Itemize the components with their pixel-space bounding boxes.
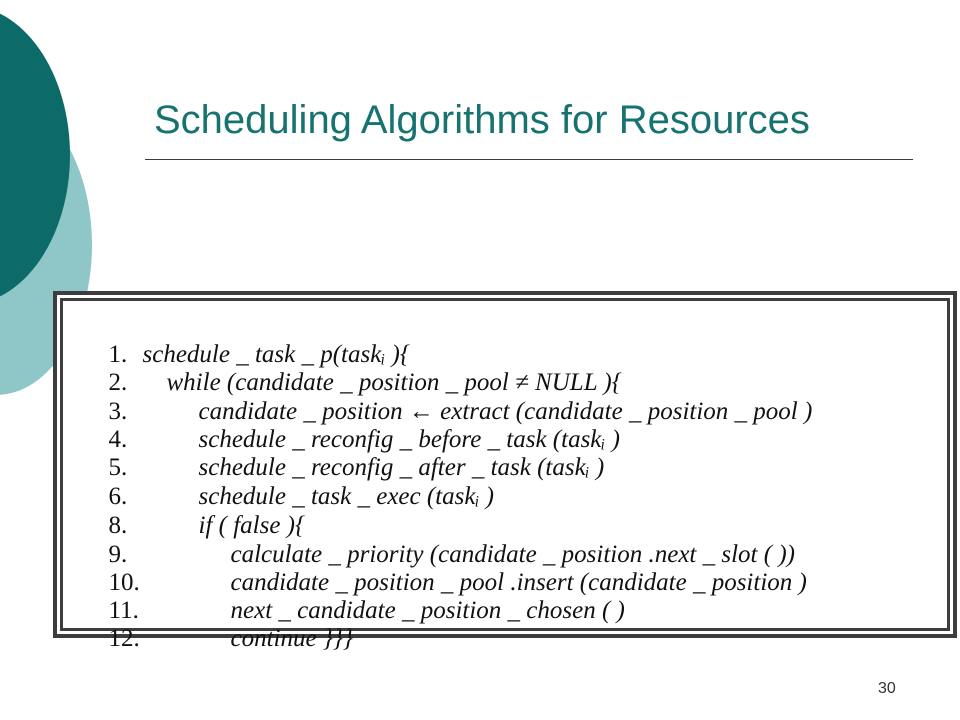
code-line	[71, 455, 494, 510]
slide-title: Scheduling Algorithms for Resources	[154, 98, 810, 142]
code-line	[71, 313, 410, 368]
line-number: 3.	[108, 398, 128, 425]
code-line	[71, 426, 605, 481]
line-text: schedule _ task _ exec (taskᵢ )	[198, 483, 494, 510]
code-line	[71, 569, 625, 624]
code-line	[71, 341, 622, 396]
line-text: while (candidate _ position _ pool ≠ NULL ){	[166, 369, 622, 396]
line-number: 4.	[108, 426, 128, 453]
line-text: candidate _ position ← extract (candidate _ position _ pool )	[198, 398, 813, 425]
line-text: candidate _ position _ pool .insert (candidate _ position )	[230, 569, 807, 596]
code-line	[71, 541, 807, 596]
line-number: 9.	[108, 541, 128, 568]
algorithm-code-frame	[60, 298, 950, 652]
page-number: 30	[878, 680, 896, 697]
code-line	[71, 370, 813, 425]
line-text: continue }}}	[230, 625, 353, 652]
line-number: 8.	[108, 512, 128, 539]
code-line	[71, 597, 353, 652]
line-text: next _ candidate _ position _ chosen ( )	[230, 597, 625, 624]
line-text: schedule _ task _ p(taskᵢ ){	[142, 341, 410, 368]
line-number: 5.	[108, 454, 128, 481]
line-text: schedule _ reconfig _ after _ task (taskᵢ )	[198, 454, 605, 481]
code-line	[71, 484, 306, 539]
line-text: if ( false ){	[198, 512, 306, 539]
line-number: 12.	[108, 625, 140, 652]
line-number: 6.	[108, 483, 128, 510]
line-number: 11.	[108, 597, 139, 624]
line-number: 2.	[108, 369, 128, 396]
title-divider	[145, 159, 913, 160]
code-line	[71, 513, 795, 568]
line-number: 10.	[108, 569, 140, 596]
line-number: 1.	[108, 341, 128, 368]
code-line	[71, 398, 620, 453]
algorithm-code-box	[53, 291, 957, 652]
line-text: calculate _ priority (candidate _ position .next _ slot ( ))	[230, 541, 795, 568]
line-text: schedule _ reconfig _ before _ task (taskᵢ )	[198, 426, 620, 453]
